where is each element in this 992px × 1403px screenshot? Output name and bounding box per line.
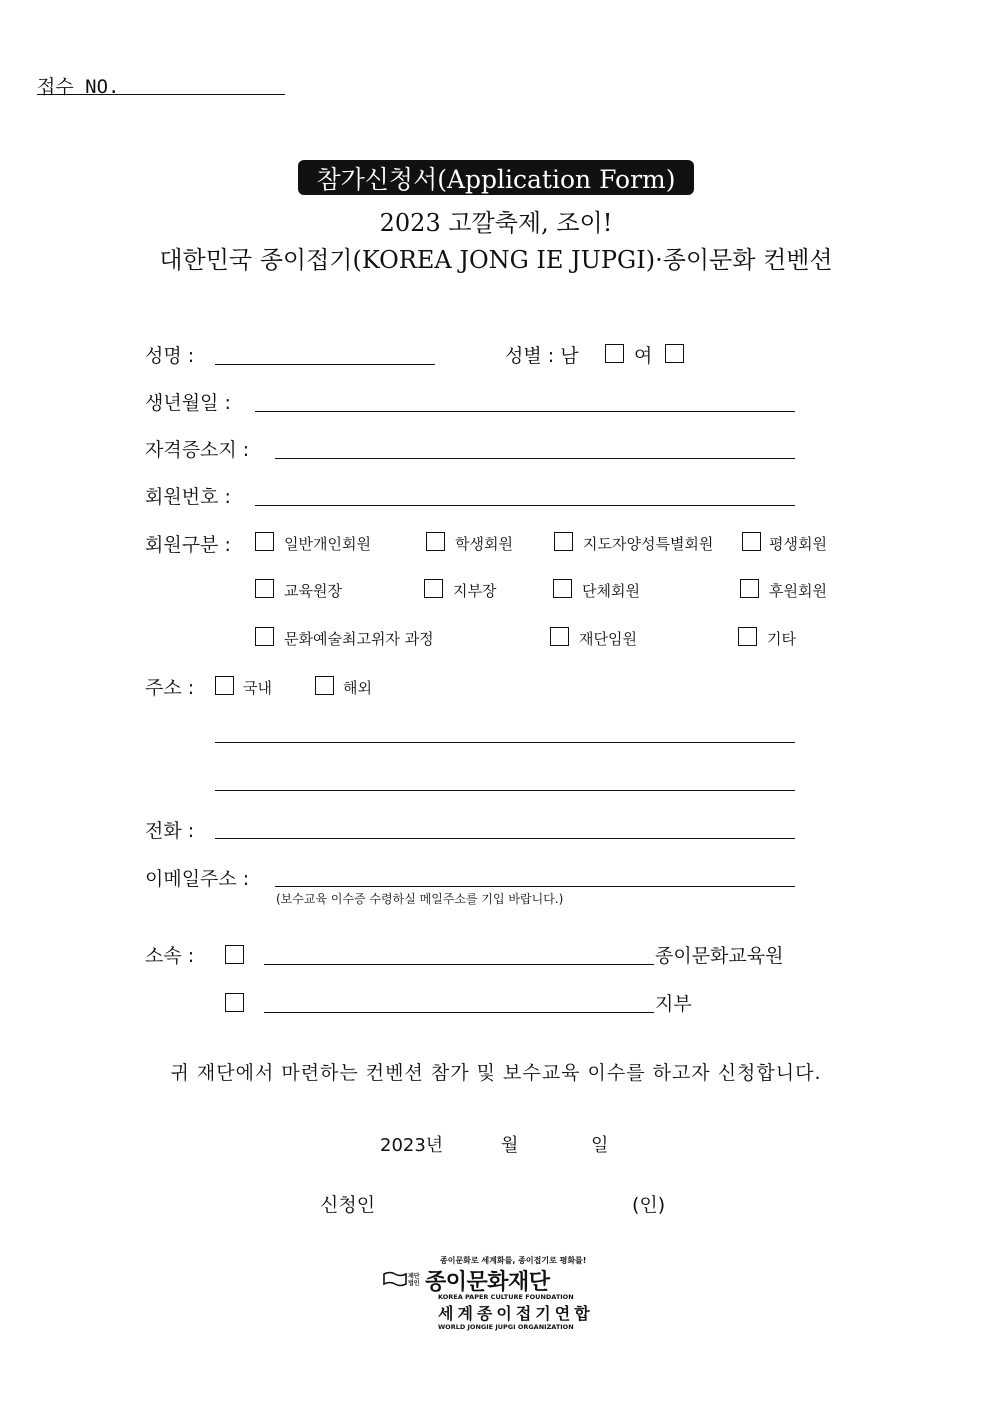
date-month: 월 xyxy=(501,1135,519,1156)
gender-female-checkbox[interactable] xyxy=(665,344,684,363)
member-lifetime-checkbox[interactable] xyxy=(742,532,761,551)
seal-label: (인) xyxy=(632,1194,666,1216)
logo-org2-en: WORLD JONGIE JUPGI ORGANIZATION xyxy=(438,1323,574,1331)
receipt-no-label: 접수 NO. xyxy=(37,76,120,98)
date-day: 일 xyxy=(591,1135,609,1156)
gender-label: 성별 : 남 xyxy=(505,345,579,367)
address-domestic-checkbox[interactable] xyxy=(215,676,234,695)
address-line-1[interactable] xyxy=(215,742,795,743)
birth-field[interactable] xyxy=(255,411,795,412)
member-culture-course-label: 문화예술최고위자 과정 xyxy=(284,630,434,648)
affiliation-branch-field[interactable] xyxy=(264,1012,654,1013)
email-note: (보수교육 이수증 수령하실 메일주소를 기입 바랍니다.) xyxy=(276,892,564,906)
member-board-checkbox[interactable] xyxy=(550,627,569,646)
convention-line: 대한민국 종이접기(KOREA JONG IE JUPGI)·종이문화 컨벤션 xyxy=(159,246,833,274)
form-title: 참가신청서(Application Form) xyxy=(298,160,694,195)
member-no-field[interactable] xyxy=(255,505,795,506)
member-type-label: 회원구분 : xyxy=(145,534,231,556)
date-year: 2023년 xyxy=(380,1135,444,1156)
phone-label: 전화 : xyxy=(145,820,195,842)
logo-slogan: 종이문화로 세계화를, 종이접기로 평화를! xyxy=(440,1256,587,1265)
member-student-checkbox[interactable] xyxy=(426,532,445,551)
receipt-no-field[interactable] xyxy=(37,94,285,95)
member-branch-head-label: 지부장 xyxy=(453,582,497,600)
affiliation-institute-checkbox[interactable] xyxy=(225,945,244,964)
birth-label: 생년월일 : xyxy=(145,392,231,414)
logo-org-en: KOREA PAPER CULTURE FOUNDATION xyxy=(438,1293,574,1301)
logo-org-ko: 종이문화재단 xyxy=(425,1270,550,1295)
member-general-label: 일반개인회원 xyxy=(284,535,371,553)
license-label: 자격증소지 : xyxy=(145,439,250,461)
address-line-2[interactable] xyxy=(215,790,795,791)
email-field[interactable] xyxy=(275,886,795,887)
member-group-checkbox[interactable] xyxy=(553,579,572,598)
phone-field[interactable] xyxy=(215,838,795,839)
member-general-checkbox[interactable] xyxy=(255,532,274,551)
member-board-label: 재단임원 xyxy=(579,630,637,648)
name-label: 성명 : xyxy=(145,345,195,367)
member-edu-director-label: 교육원장 xyxy=(284,582,342,600)
name-field[interactable] xyxy=(215,364,435,365)
member-other-checkbox[interactable] xyxy=(738,627,757,646)
member-sponsor-label: 후원회원 xyxy=(769,582,827,600)
affiliation-label: 소속 : xyxy=(145,945,195,967)
member-other-label: 기타 xyxy=(767,630,796,648)
member-culture-course-checkbox[interactable] xyxy=(255,627,274,646)
declaration-text: 귀 재단에서 마련하는 컨벤션 참가 및 보수교육 이수를 하고자 신청합니다. xyxy=(170,1062,822,1084)
address-overseas-label: 해외 xyxy=(343,679,372,697)
logo-org2-ko: 세계종이접기연합 xyxy=(438,1304,594,1323)
member-student-label: 학생회원 xyxy=(455,535,513,553)
gender-male-checkbox[interactable] xyxy=(605,344,624,363)
address-overseas-checkbox[interactable] xyxy=(315,676,334,695)
affiliation-branch-suffix: 지부 xyxy=(655,993,692,1015)
member-special-checkbox[interactable] xyxy=(554,532,573,551)
address-label: 주소 : xyxy=(145,677,195,699)
logo-flag-icon xyxy=(382,1271,408,1287)
event-line: 2023 고깔축제, 조이! xyxy=(379,209,613,237)
affiliation-institute-field[interactable] xyxy=(264,964,654,965)
gender-female-label: 여 xyxy=(634,345,653,367)
email-label: 이메일주소 : xyxy=(145,868,250,890)
foundation-logo xyxy=(380,1255,612,1335)
member-group-label: 단체회원 xyxy=(582,582,640,600)
logo-mark: 재단법인 xyxy=(408,1273,420,1287)
member-sponsor-checkbox[interactable] xyxy=(740,579,759,598)
affiliation-branch-checkbox[interactable] xyxy=(225,993,244,1012)
member-no-label: 회원번호 : xyxy=(145,486,231,508)
member-edu-director-checkbox[interactable] xyxy=(255,579,274,598)
affiliation-institute-suffix: 종이문화교육원 xyxy=(655,945,784,967)
member-special-label: 지도자양성특별회원 xyxy=(583,535,714,553)
applicant-label: 신청인 xyxy=(320,1194,376,1216)
address-domestic-label: 국내 xyxy=(243,679,272,697)
member-lifetime-label: 평생회원 xyxy=(769,535,827,553)
member-branch-head-checkbox[interactable] xyxy=(424,579,443,598)
license-field[interactable] xyxy=(275,458,795,459)
